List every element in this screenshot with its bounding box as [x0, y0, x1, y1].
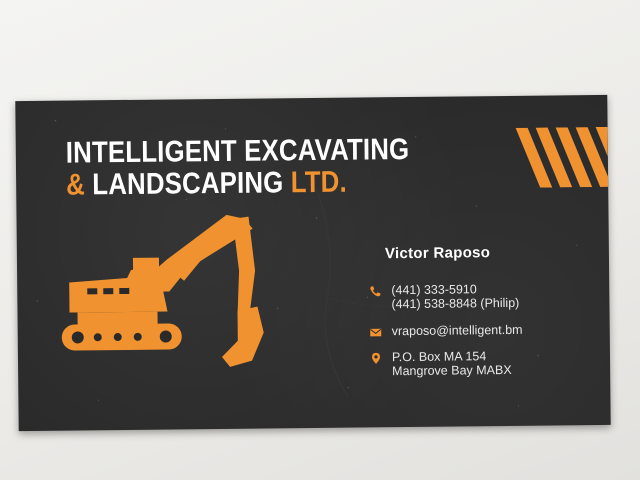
business-card [15, 95, 610, 431]
phone-number-1[interactable]: (441) 333-5910 [391, 282, 477, 298]
phone-row [369, 282, 519, 312]
company-suffix: LTD. [290, 165, 348, 200]
phone-number-2[interactable]: (441) 538-8848 (Philip) [391, 295, 520, 312]
company-name-landscaping: LANDSCAPING [92, 166, 291, 202]
decorative-stripes [516, 127, 609, 188]
contact-name: Victor Raposo [384, 244, 491, 263]
address-row [370, 349, 512, 378]
email-address[interactable]: vraposo@intelligent.bm [391, 322, 523, 339]
ampersand: & [65, 168, 93, 202]
address-line-2: Mangrove Bay MABX [392, 362, 512, 379]
phone-icon [369, 285, 381, 297]
email-row [370, 323, 523, 339]
address-line-1: P.O. Box MA 154 [391, 349, 487, 365]
map-pin-icon [370, 352, 382, 364]
company-name-line-2 [66, 166, 347, 203]
envelope-icon [370, 326, 382, 338]
company-name-line-1: INTELLIGENT EXCAVATING [65, 132, 410, 170]
excavator-icon [56, 210, 278, 388]
